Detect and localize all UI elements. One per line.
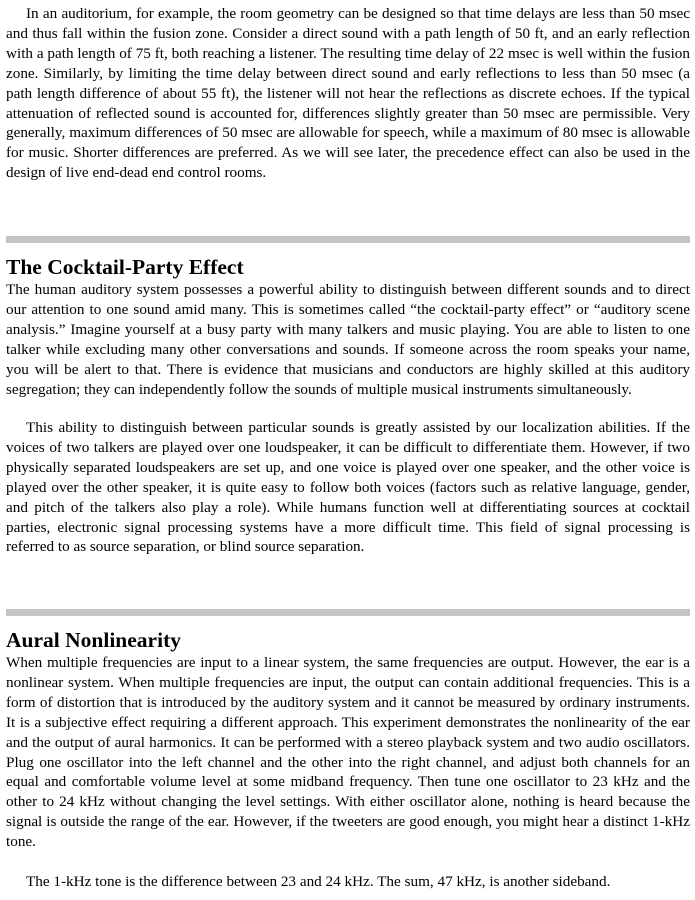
section-heading-cocktail-party: The Cocktail-Party Effect xyxy=(6,255,244,279)
intro-paragraph: In an auditorium, for example, the room geometry can be designed so that time delays are less than 50 msec and thus fall within the fusion zone. Consider a direct sound with a path length of 50 ft, and an early reflection with a path length of 75 ft, both reaching a listener. The resulting time delay of 22 msec is well within the fusion zone. Similarly, by limiting the time delay between direct sound and early reflections to less than 50 msec (a path length difference of about 55 ft), the listener will not hear the reflections as discrete echoes. If the typical attenuation of reflected sound is accounted for, differences slightly greater than 50 msec are permissible. Very generally, maximum differences of 50 msec are allowable for speech, while a maximum of 80 msec is allowable for music. Shorter differences are preferred. As we will see later, the precedence effect can also be used in the design of live end-dead end control rooms. xyxy=(6,5,690,182)
section-divider xyxy=(6,609,690,616)
cocktail-paragraph-2: This ability to distinguish between particular sounds is greatly assisted by our localization abilities. If the voices of two talkers are played over one loudspeaker, it can be difficult to differentiate them. However, if two physically separated loudspeakers are set up, and one voice is played over one speaker, and the other voice is played over the other speaker, it is quite easy to follow both voices (factors such as relative language, gender, and pitch of the talkers also play a role). While humans function well at differentiating sources at cocktail parties, electronic signal processing systems have a more difficult time. This field of signal processing is referred to as source separation, or blind source separation. xyxy=(6,419,690,556)
spacer xyxy=(6,577,690,609)
section-heading-aural-nonlinearity: Aural Nonlinearity xyxy=(6,628,181,652)
document-page xyxy=(6,4,690,892)
cocktail-paragraph-1: The human auditory system possesses a powerful ability to distinguish between different sounds and to direct our attention to one sound amid many. This is sometimes called “the cocktail-party effect” or “auditory scene analysis.” Imagine yourself at a busy party with many talkers and music playing. You are able to listen to one talker while excluding many other conversations and sounds. If someone across the room speaks your name, you will be alert to that. There is evidence that musicians and conductors are highly skilled at this auditory segregation; they can independently follow the sounds of multiple musical instruments simultaneously. xyxy=(6,281,690,398)
aural-paragraph-2: The 1-kHz tone is the difference between 23 and 24 kHz. The sum, 47 kHz, is another sideband. xyxy=(26,873,611,890)
aural-paragraph-1: When multiple frequencies are input to a linear system, the same frequencies are output. However, the ear is a nonlinear system. When multiple frequencies are input, the output can contain additional frequencies. This is a form of distortion that is introduced by the auditory system and it cannot be measured by ordinary instruments. It is a subjective effect requiring a different approach. This experiment demonstrates the nonlinearity of the ear and the output of aural harmonics. It can be performed with a stereo playback system and two audio oscillators. Plug one oscillator into the left channel and the other into the right channel, and adjust both channels for an equal and comfortable volume level at some midband frequency. Then tune one oscillator to 23 kHz and the other to 24 kHz without changing the level settings. With either oscillator alone, nothing is heard because the signal is outside the range of the ear. However, if the tweeters are good enough, you might hear a distinct 1-kHz tone. xyxy=(6,654,690,851)
section-divider xyxy=(6,236,690,243)
spacer xyxy=(6,616,690,627)
spacer xyxy=(6,243,690,254)
spacer xyxy=(6,203,690,236)
